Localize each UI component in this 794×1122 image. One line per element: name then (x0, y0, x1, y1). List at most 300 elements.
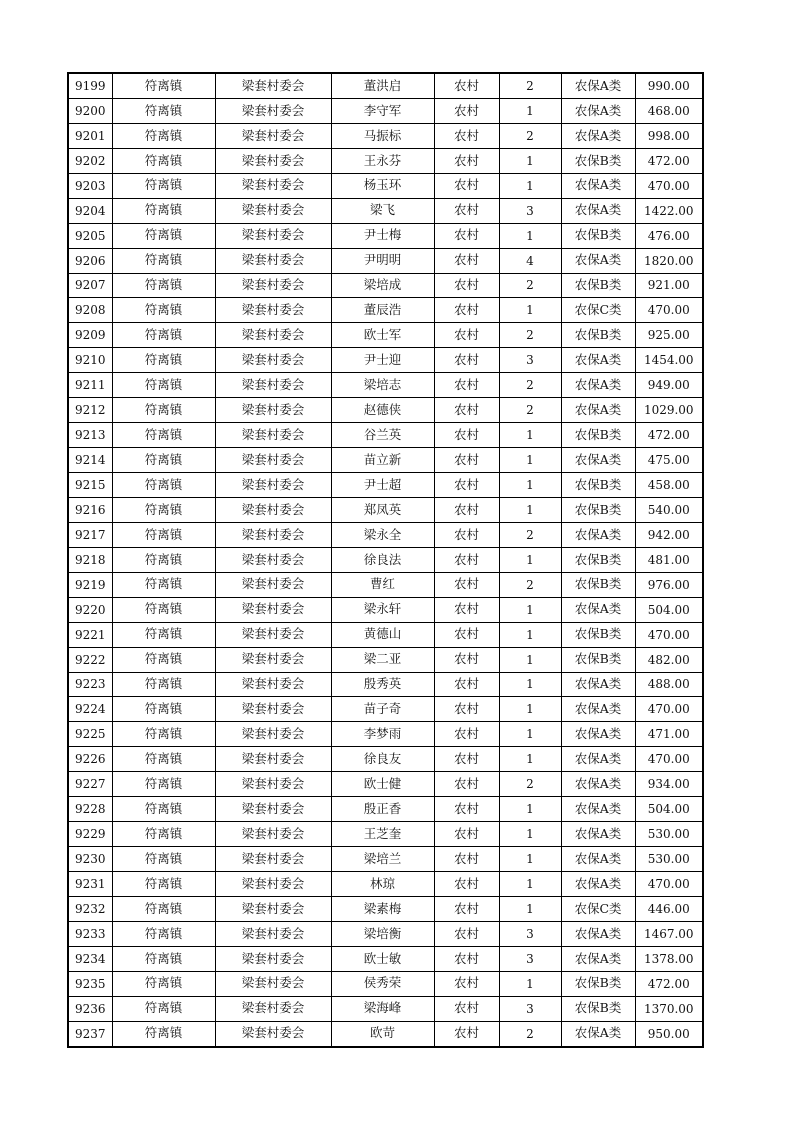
area-type-cell: 农村 (434, 1021, 499, 1046)
name-cell: 尹明明 (331, 248, 434, 273)
amount-cell: 472.00 (635, 148, 703, 173)
name-cell: 王芝奎 (331, 822, 434, 847)
id-cell: 9205 (68, 223, 112, 248)
table-row (68, 547, 703, 572)
table-row (68, 597, 703, 622)
household-size-cell: 1 (499, 847, 561, 872)
table-row (68, 73, 703, 98)
amount-cell: 921.00 (635, 273, 703, 298)
name-cell: 欧苛 (331, 1021, 434, 1046)
household-size-cell: 1 (499, 797, 561, 822)
id-cell: 9212 (68, 398, 112, 423)
category-cell: 农保A类 (561, 348, 635, 373)
amount-cell: 934.00 (635, 772, 703, 797)
category-cell: 农保A类 (561, 921, 635, 946)
village-cell: 梁套村委会 (215, 522, 331, 547)
name-cell: 曹红 (331, 572, 434, 597)
area-type-cell: 农村 (434, 248, 499, 273)
household-size-cell: 3 (499, 921, 561, 946)
household-size-cell: 1 (499, 722, 561, 747)
area-type-cell: 农村 (434, 847, 499, 872)
table-row (68, 473, 703, 498)
area-type-cell: 农村 (434, 148, 499, 173)
household-size-cell: 2 (499, 1021, 561, 1046)
amount-cell: 504.00 (635, 597, 703, 622)
table-row (68, 148, 703, 173)
table-row (68, 173, 703, 198)
area-type-cell: 农村 (434, 273, 499, 298)
id-cell: 9211 (68, 373, 112, 398)
amount-cell: 1370.00 (635, 996, 703, 1021)
name-cell: 梁二亚 (331, 647, 434, 672)
amount-cell: 481.00 (635, 547, 703, 572)
area-type-cell: 农村 (434, 373, 499, 398)
id-cell: 9208 (68, 298, 112, 323)
household-size-cell: 1 (499, 497, 561, 522)
town-cell: 符离镇 (112, 148, 215, 173)
amount-cell: 504.00 (635, 797, 703, 822)
area-type-cell: 农村 (434, 223, 499, 248)
category-cell: 农保A类 (561, 946, 635, 971)
id-cell: 9199 (68, 73, 112, 98)
village-cell: 梁套村委会 (215, 398, 331, 423)
amount-cell: 476.00 (635, 223, 703, 248)
area-type-cell: 农村 (434, 996, 499, 1021)
table-row (68, 398, 703, 423)
id-cell: 9224 (68, 697, 112, 722)
town-cell: 符离镇 (112, 223, 215, 248)
name-cell: 殷秀英 (331, 672, 434, 697)
table-row (68, 722, 703, 747)
household-size-cell: 1 (499, 547, 561, 572)
id-cell: 9227 (68, 772, 112, 797)
table-row (68, 522, 703, 547)
name-cell: 尹士迎 (331, 348, 434, 373)
town-cell: 符离镇 (112, 373, 215, 398)
household-size-cell: 2 (499, 522, 561, 547)
amount-cell: 458.00 (635, 473, 703, 498)
table-row (68, 448, 703, 473)
name-cell: 梁永全 (331, 522, 434, 547)
table-row (68, 747, 703, 772)
amount-cell: 1454.00 (635, 348, 703, 373)
village-cell: 梁套村委会 (215, 423, 331, 448)
area-type-cell: 农村 (434, 797, 499, 822)
area-type-cell: 农村 (434, 73, 499, 98)
table-row (68, 896, 703, 921)
household-size-cell: 3 (499, 348, 561, 373)
area-type-cell: 农村 (434, 348, 499, 373)
name-cell: 董洪启 (331, 73, 434, 98)
table-row (68, 373, 703, 398)
id-cell: 9214 (68, 448, 112, 473)
table-row (68, 223, 703, 248)
name-cell: 欧士敏 (331, 946, 434, 971)
id-cell: 9229 (68, 822, 112, 847)
area-type-cell: 农村 (434, 497, 499, 522)
household-size-cell: 1 (499, 148, 561, 173)
name-cell: 梁培兰 (331, 847, 434, 872)
village-cell: 梁套村委会 (215, 373, 331, 398)
table-body (68, 73, 703, 1047)
village-cell: 梁套村委会 (215, 797, 331, 822)
area-type-cell: 农村 (434, 622, 499, 647)
amount-cell: 1467.00 (635, 921, 703, 946)
amount-cell: 1820.00 (635, 248, 703, 273)
area-type-cell: 农村 (434, 572, 499, 597)
area-type-cell: 农村 (434, 971, 499, 996)
amount-cell: 472.00 (635, 423, 703, 448)
town-cell: 符离镇 (112, 946, 215, 971)
household-size-cell: 1 (499, 298, 561, 323)
name-cell: 尹士超 (331, 473, 434, 498)
id-cell: 9206 (68, 248, 112, 273)
household-size-cell: 1 (499, 423, 561, 448)
amount-cell: 1422.00 (635, 198, 703, 223)
village-cell: 梁套村委会 (215, 847, 331, 872)
household-size-cell: 3 (499, 996, 561, 1021)
household-size-cell: 1 (499, 896, 561, 921)
name-cell: 王永芬 (331, 148, 434, 173)
town-cell: 符离镇 (112, 597, 215, 622)
id-cell: 9219 (68, 572, 112, 597)
id-cell: 9234 (68, 946, 112, 971)
category-cell: 农保B类 (561, 423, 635, 448)
town-cell: 符离镇 (112, 872, 215, 897)
town-cell: 符离镇 (112, 448, 215, 473)
town-cell: 符离镇 (112, 123, 215, 148)
village-cell: 梁套村委会 (215, 647, 331, 672)
village-cell: 梁套村委会 (215, 722, 331, 747)
table-row (68, 198, 703, 223)
name-cell: 马振标 (331, 123, 434, 148)
town-cell: 符离镇 (112, 98, 215, 123)
category-cell: 农保B类 (561, 473, 635, 498)
category-cell: 农保C类 (561, 298, 635, 323)
household-size-cell: 1 (499, 98, 561, 123)
table-row (68, 298, 703, 323)
name-cell: 梁培志 (331, 373, 434, 398)
id-cell: 9218 (68, 547, 112, 572)
area-type-cell: 农村 (434, 772, 499, 797)
table-row (68, 672, 703, 697)
id-cell: 9222 (68, 647, 112, 672)
category-cell: 农保A类 (561, 98, 635, 123)
name-cell: 李梦雨 (331, 722, 434, 747)
name-cell: 徐良友 (331, 747, 434, 772)
household-size-cell: 4 (499, 248, 561, 273)
table-row (68, 273, 703, 298)
id-cell: 9201 (68, 123, 112, 148)
village-cell: 梁套村委会 (215, 822, 331, 847)
table-row (68, 772, 703, 797)
town-cell: 符离镇 (112, 996, 215, 1021)
amount-cell: 949.00 (635, 373, 703, 398)
amount-cell: 482.00 (635, 647, 703, 672)
id-cell: 9226 (68, 747, 112, 772)
table-row (68, 497, 703, 522)
household-size-cell: 3 (499, 946, 561, 971)
amount-cell: 976.00 (635, 572, 703, 597)
category-cell: 农保B类 (561, 273, 635, 298)
name-cell: 谷兰英 (331, 423, 434, 448)
category-cell: 农保A类 (561, 198, 635, 223)
table-row (68, 921, 703, 946)
category-cell: 农保B类 (561, 547, 635, 572)
village-cell: 梁套村委会 (215, 248, 331, 273)
table-row (68, 872, 703, 897)
category-cell: 农保A类 (561, 173, 635, 198)
amount-cell: 942.00 (635, 522, 703, 547)
amount-cell: 530.00 (635, 822, 703, 847)
village-cell: 梁套村委会 (215, 747, 331, 772)
area-type-cell: 农村 (434, 747, 499, 772)
name-cell: 梁永轩 (331, 597, 434, 622)
household-size-cell: 1 (499, 597, 561, 622)
category-cell: 农保B类 (561, 647, 635, 672)
household-size-cell: 1 (499, 647, 561, 672)
household-size-cell: 2 (499, 123, 561, 148)
village-cell: 梁套村委会 (215, 323, 331, 348)
area-type-cell: 农村 (434, 298, 499, 323)
name-cell: 杨玉环 (331, 173, 434, 198)
category-cell: 农保A类 (561, 597, 635, 622)
town-cell: 符离镇 (112, 797, 215, 822)
household-size-cell: 1 (499, 697, 561, 722)
household-size-cell: 2 (499, 772, 561, 797)
village-cell: 梁套村委会 (215, 1021, 331, 1046)
household-size-cell: 1 (499, 173, 561, 198)
name-cell: 苗子奇 (331, 697, 434, 722)
id-cell: 9202 (68, 148, 112, 173)
household-size-cell: 1 (499, 747, 561, 772)
id-cell: 9220 (68, 597, 112, 622)
table-row (68, 348, 703, 373)
category-cell: 农保B类 (561, 572, 635, 597)
village-cell: 梁套村委会 (215, 123, 331, 148)
town-cell: 符离镇 (112, 273, 215, 298)
category-cell: 农保A类 (561, 872, 635, 897)
area-type-cell: 农村 (434, 522, 499, 547)
category-cell: 农保B类 (561, 996, 635, 1021)
id-cell: 9210 (68, 348, 112, 373)
town-cell: 符离镇 (112, 473, 215, 498)
area-type-cell: 农村 (434, 896, 499, 921)
amount-cell: 925.00 (635, 323, 703, 348)
amount-cell: 472.00 (635, 971, 703, 996)
name-cell: 林琼 (331, 872, 434, 897)
category-cell: 农保A类 (561, 747, 635, 772)
id-cell: 9237 (68, 1021, 112, 1046)
name-cell: 李守军 (331, 98, 434, 123)
category-cell: 农保C类 (561, 896, 635, 921)
id-cell: 9225 (68, 722, 112, 747)
village-cell: 梁套村委会 (215, 448, 331, 473)
town-cell: 符离镇 (112, 173, 215, 198)
village-cell: 梁套村委会 (215, 622, 331, 647)
amount-cell: 530.00 (635, 847, 703, 872)
household-size-cell: 2 (499, 572, 561, 597)
table-row (68, 996, 703, 1021)
town-cell: 符离镇 (112, 348, 215, 373)
area-type-cell: 农村 (434, 822, 499, 847)
town-cell: 符离镇 (112, 198, 215, 223)
area-type-cell: 农村 (434, 697, 499, 722)
village-cell: 梁套村委会 (215, 73, 331, 98)
town-cell: 符离镇 (112, 672, 215, 697)
table-row (68, 697, 703, 722)
id-cell: 9204 (68, 198, 112, 223)
household-size-cell: 1 (499, 971, 561, 996)
id-cell: 9216 (68, 497, 112, 522)
category-cell: 农保A类 (561, 522, 635, 547)
area-type-cell: 农村 (434, 423, 499, 448)
household-size-cell: 2 (499, 398, 561, 423)
table-row (68, 423, 703, 448)
category-cell: 农保A类 (561, 248, 635, 273)
town-cell: 符离镇 (112, 847, 215, 872)
household-size-cell: 3 (499, 198, 561, 223)
category-cell: 农保A类 (561, 398, 635, 423)
amount-cell: 471.00 (635, 722, 703, 747)
household-size-cell: 1 (499, 448, 561, 473)
area-type-cell: 农村 (434, 198, 499, 223)
household-size-cell: 1 (499, 672, 561, 697)
village-cell: 梁套村委会 (215, 348, 331, 373)
town-cell: 符离镇 (112, 747, 215, 772)
id-cell: 9232 (68, 896, 112, 921)
category-cell: 农保A类 (561, 73, 635, 98)
amount-cell: 468.00 (635, 98, 703, 123)
id-cell: 9233 (68, 921, 112, 946)
id-cell: 9200 (68, 98, 112, 123)
id-cell: 9223 (68, 672, 112, 697)
category-cell: 农保A类 (561, 672, 635, 697)
table-row (68, 572, 703, 597)
village-cell: 梁套村委会 (215, 273, 331, 298)
village-cell: 梁套村委会 (215, 198, 331, 223)
id-cell: 9207 (68, 273, 112, 298)
household-size-cell: 2 (499, 323, 561, 348)
village-cell: 梁套村委会 (215, 597, 331, 622)
name-cell: 梁素梅 (331, 896, 434, 921)
category-cell: 农保A类 (561, 822, 635, 847)
category-cell: 农保A类 (561, 847, 635, 872)
town-cell: 符离镇 (112, 398, 215, 423)
table-row (68, 946, 703, 971)
amount-cell: 470.00 (635, 298, 703, 323)
name-cell: 赵德侠 (331, 398, 434, 423)
id-cell: 9209 (68, 323, 112, 348)
category-cell: 农保B类 (561, 497, 635, 522)
town-cell: 符离镇 (112, 772, 215, 797)
area-type-cell: 农村 (434, 872, 499, 897)
town-cell: 符离镇 (112, 323, 215, 348)
area-type-cell: 农村 (434, 722, 499, 747)
id-cell: 9215 (68, 473, 112, 498)
category-cell: 农保B类 (561, 323, 635, 348)
amount-cell: 950.00 (635, 1021, 703, 1046)
id-cell: 9221 (68, 622, 112, 647)
town-cell: 符离镇 (112, 921, 215, 946)
amount-cell: 470.00 (635, 622, 703, 647)
town-cell: 符离镇 (112, 73, 215, 98)
name-cell: 欧士健 (331, 772, 434, 797)
name-cell: 欧士军 (331, 323, 434, 348)
id-cell: 9236 (68, 996, 112, 1021)
name-cell: 郑凤英 (331, 497, 434, 522)
household-size-cell: 2 (499, 73, 561, 98)
name-cell: 苗立新 (331, 448, 434, 473)
id-cell: 9213 (68, 423, 112, 448)
category-cell: 农保B类 (561, 148, 635, 173)
table-row (68, 971, 703, 996)
name-cell: 殷正香 (331, 797, 434, 822)
area-type-cell: 农村 (434, 448, 499, 473)
name-cell: 董辰浩 (331, 298, 434, 323)
village-cell: 梁套村委会 (215, 223, 331, 248)
category-cell: 农保A类 (561, 1021, 635, 1046)
area-type-cell: 农村 (434, 473, 499, 498)
amount-cell: 470.00 (635, 747, 703, 772)
amount-cell: 998.00 (635, 123, 703, 148)
town-cell: 符离镇 (112, 971, 215, 996)
name-cell: 梁培衡 (331, 921, 434, 946)
village-cell: 梁套村委会 (215, 946, 331, 971)
area-type-cell: 农村 (434, 597, 499, 622)
household-size-cell: 1 (499, 872, 561, 897)
town-cell: 符离镇 (112, 697, 215, 722)
village-cell: 梁套村委会 (215, 697, 331, 722)
amount-cell: 470.00 (635, 872, 703, 897)
category-cell: 农保A类 (561, 722, 635, 747)
town-cell: 符离镇 (112, 522, 215, 547)
category-cell: 农保A类 (561, 373, 635, 398)
town-cell: 符离镇 (112, 547, 215, 572)
town-cell: 符离镇 (112, 1021, 215, 1046)
category-cell: 农保A类 (561, 772, 635, 797)
table-row (68, 248, 703, 273)
village-cell: 梁套村委会 (215, 996, 331, 1021)
village-cell: 梁套村委会 (215, 572, 331, 597)
category-cell: 农保B类 (561, 971, 635, 996)
town-cell: 符离镇 (112, 423, 215, 448)
village-cell: 梁套村委会 (215, 98, 331, 123)
table-row (68, 647, 703, 672)
town-cell: 符离镇 (112, 722, 215, 747)
amount-cell: 1378.00 (635, 946, 703, 971)
name-cell: 尹士梅 (331, 223, 434, 248)
id-cell: 9231 (68, 872, 112, 897)
id-cell: 9203 (68, 173, 112, 198)
household-size-cell: 2 (499, 373, 561, 398)
village-cell: 梁套村委会 (215, 672, 331, 697)
name-cell: 梁海峰 (331, 996, 434, 1021)
table-row (68, 822, 703, 847)
area-type-cell: 农村 (434, 547, 499, 572)
household-size-cell: 1 (499, 622, 561, 647)
category-cell: 农保B类 (561, 223, 635, 248)
id-cell: 9235 (68, 971, 112, 996)
table-row (68, 1021, 703, 1046)
amount-cell: 475.00 (635, 448, 703, 473)
table-row (68, 98, 703, 123)
beneficiary-table (67, 72, 704, 1048)
name-cell: 徐良法 (331, 547, 434, 572)
village-cell: 梁套村委会 (215, 298, 331, 323)
village-cell: 梁套村委会 (215, 896, 331, 921)
amount-cell: 488.00 (635, 672, 703, 697)
